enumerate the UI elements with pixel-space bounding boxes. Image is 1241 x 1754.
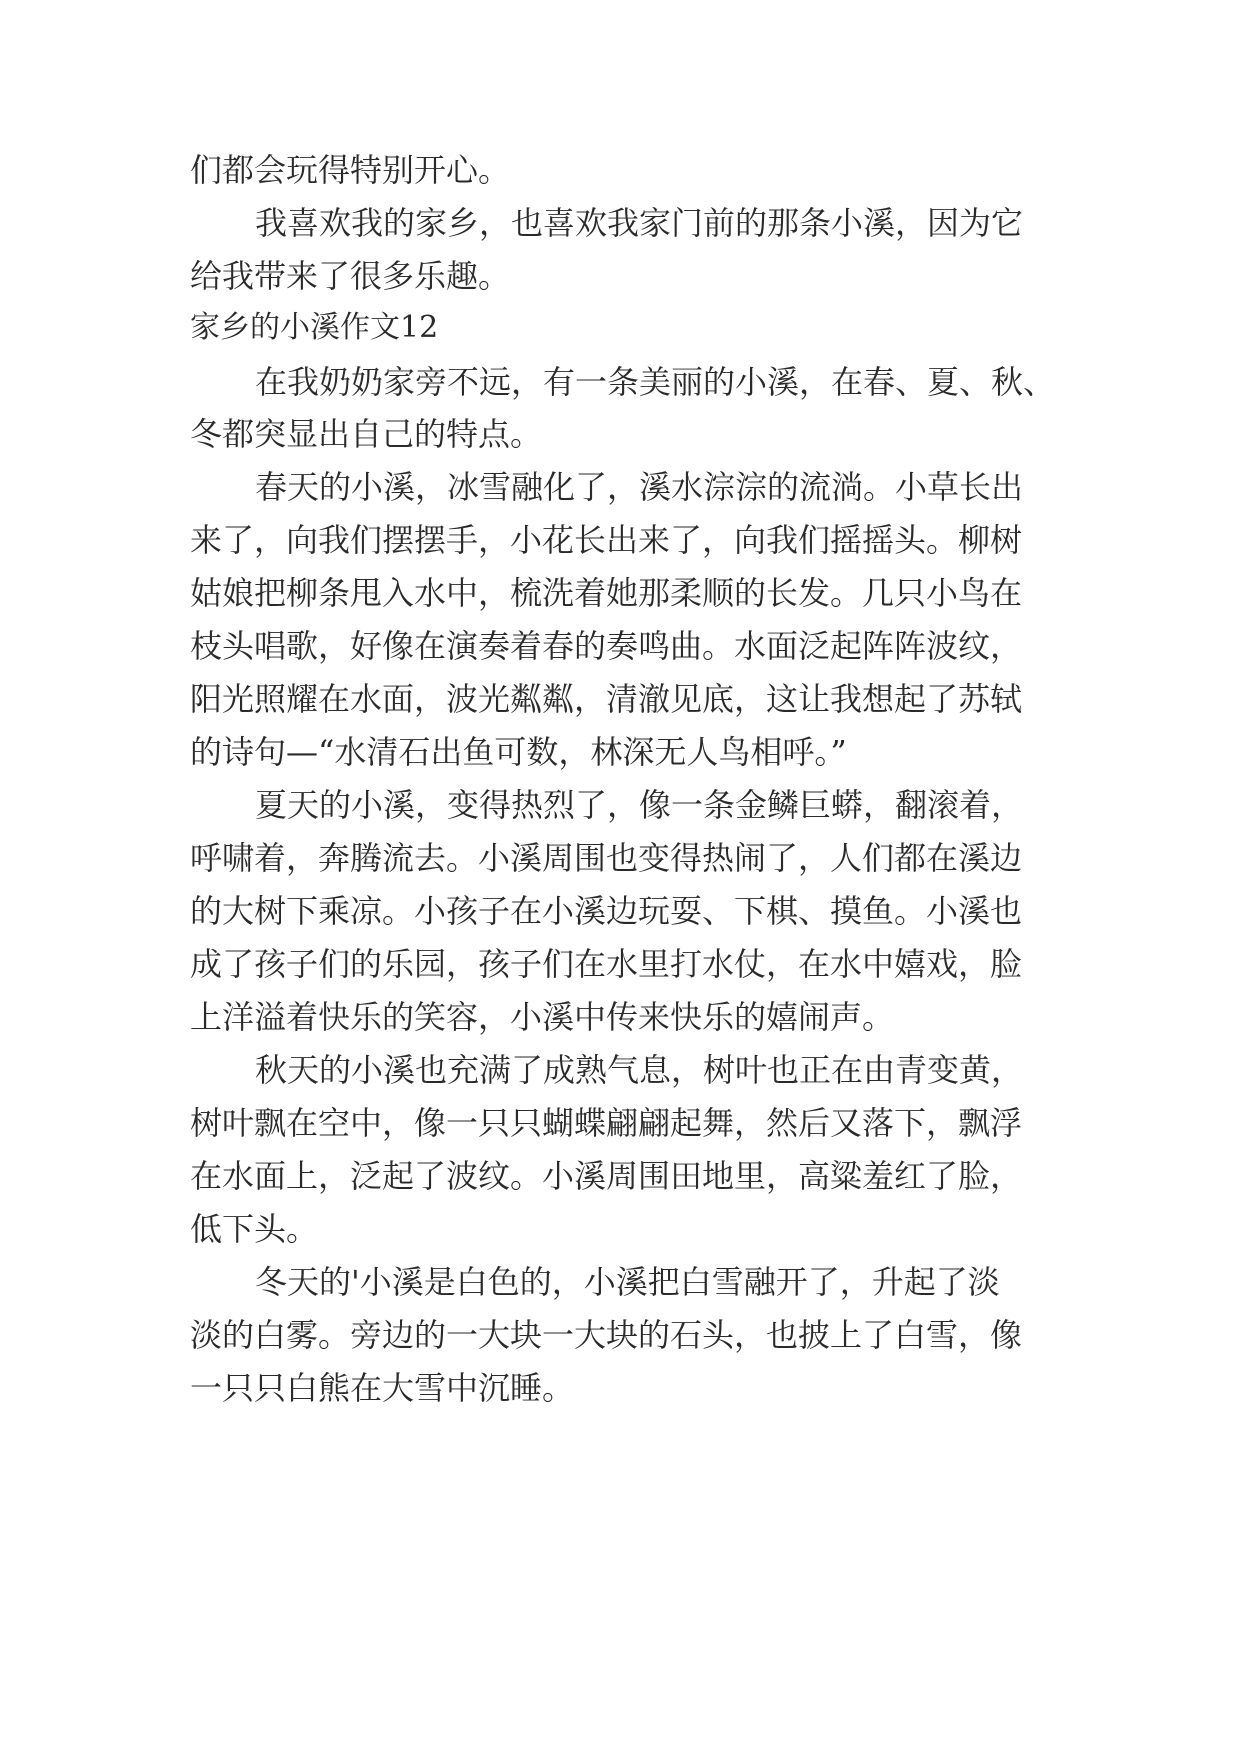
paragraph-first-line: 夏天的小溪，变得热烈了，像一条金鳞巨蟒，翻滚着，	[255, 786, 1024, 824]
text-line: 来了，向我们摆摆手，小花长出来了，向我们摇摇头。柳树	[190, 521, 1023, 559]
section-heading: 家乡的小溪作文12	[190, 310, 439, 345]
text-line: 冬都突显出自己的特点。	[190, 415, 543, 453]
text-line: 在水面上，泛起了波纹。小溪周围田地里，高粱羞红了脸，	[190, 1157, 1023, 1195]
text-line: 枝头唱歌，好像在演奏着春的奏鸣曲。水面泛起阵阵波纹，	[190, 627, 1023, 665]
paragraph-first-line: 春天的小溪，冰雪融化了，溪水淙淙的流淌。小草长出	[255, 468, 1024, 506]
text-line: 成了孩子们的乐园，孩子们在水里打水仗，在水中嬉戏，脸	[190, 945, 1023, 983]
text-line: 给我带来了很多乐趣。	[190, 257, 511, 295]
text-line: 姑娘把柳条甩入水中，梳洗着她那柔顺的长发。几只小鸟在	[190, 574, 1023, 612]
paragraph-first-line: 我喜欢我的家乡，也喜欢我家门前的那条小溪，因为它	[255, 204, 1024, 242]
text-line: 的大树下乘凉。小孩子在小溪边玩耍、下棋、摸鱼。小溪也	[190, 892, 1023, 930]
text-line: 呼啸着，奔腾流去。小溪周围也变得热闹了，人们都在溪边	[190, 839, 1023, 877]
text-line: 一只只白熊在大雪中沉睡。	[190, 1369, 575, 1407]
paragraph-first-line: 冬天的'小溪是白色的，小溪把白雪融开了，升起了淡	[255, 1263, 1000, 1301]
text-line: 低下头。	[190, 1210, 319, 1248]
paragraph-first-line: 在我奶奶家旁不远，有一条美丽的小溪，在春、夏、秋、	[255, 363, 1056, 401]
paragraph-first-line: 秋天的小溪也充满了成熟气息，树叶也正在由青变黄，	[255, 1051, 1024, 1089]
text-line: 上洋溢着快乐的笑容，小溪中传来快乐的嬉闹声。	[190, 998, 895, 1036]
text-line: 树叶飘在空中，像一只只蝴蝶翩翩起舞，然后又落下，飘浮	[190, 1104, 1023, 1142]
text-line: 淡的白雾。旁边的一大块一大块的石头，也披上了白雪，像	[190, 1316, 1023, 1354]
text-line: 们都会玩得特别开心。	[190, 151, 511, 189]
text-line: 的诗句—“水清石出鱼可数，林深无人鸟相呼。”	[190, 733, 847, 771]
text-line: 阳光照耀在水面，波光粼粼，清澈见底，这让我想起了苏轼	[190, 680, 1023, 718]
